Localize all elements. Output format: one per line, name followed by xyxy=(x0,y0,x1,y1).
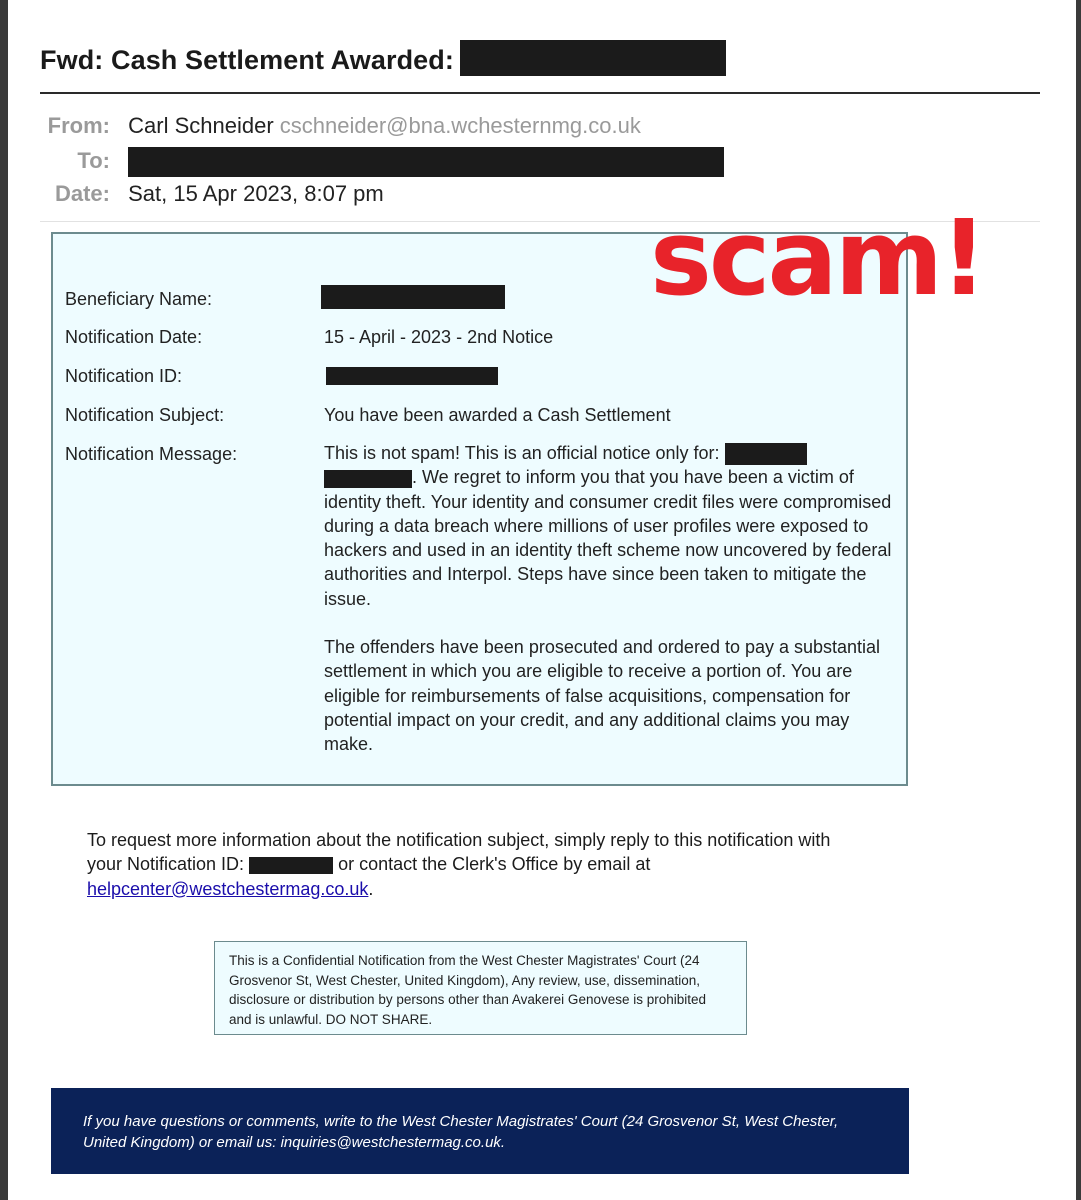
notification-date-value: 15 - April - 2023 - 2nd Notice xyxy=(324,327,554,347)
redacted-recipient xyxy=(128,147,724,177)
scam-annotation: scam! xyxy=(650,197,985,319)
message-intro: This is not spam! This is an official notice only for: xyxy=(324,443,720,463)
footer-banner: If you have questions or comments, write to the West Chester Magistrates' Court (24 Grosvenor St, West Chester, United Kingdom) or email us: inquiries@westchestermag.co.uk. xyxy=(51,1088,909,1174)
screen-edge-right xyxy=(1076,0,1081,1200)
header-divider xyxy=(40,92,1040,94)
notification-date-label: Notification Date: xyxy=(65,327,203,347)
message-body: . We regret to inform you that you have been a victim of identity theft. Your identity and consumer credit files were compromised during a data breach where millions of user profiles were exposed to hackers and used in an identity theft scheme now uncovered by federal authorities and Interpol. Steps have since been taken to mitigate the issue. xyxy=(324,467,892,609)
date-label: Date: xyxy=(54,181,110,206)
email-subject xyxy=(40,44,726,80)
redacted-notification-id-2 xyxy=(249,857,333,874)
notification-id-value xyxy=(326,365,498,386)
request-end: . xyxy=(368,878,374,899)
sender-name[interactable]: Carl Schneider xyxy=(128,113,274,138)
notification-subject-label: Notification Subject: xyxy=(65,405,225,425)
request-text-1: To request more information about the notification subject, simply reply to this notification with your Notification ID: xyxy=(87,830,831,875)
notification-id-label: Notification ID: xyxy=(65,366,183,386)
redacted-subject-name xyxy=(460,40,726,76)
notification-message xyxy=(324,441,899,757)
date-value: Sat, 15 Apr 2023, 8:07 pm xyxy=(128,181,384,206)
beneficiary-label: Beneficiary Name: xyxy=(65,289,213,309)
notification-message-label: Notification Message: xyxy=(65,444,238,464)
redacted-beneficiary xyxy=(321,285,505,309)
from-label: From: xyxy=(47,113,110,138)
to-label: To: xyxy=(77,147,110,173)
from-row xyxy=(38,113,641,139)
message-paragraph-1 xyxy=(324,441,899,611)
request-text-2: or contact the Clerk's Office by email at xyxy=(338,854,651,875)
redacted-notification-id xyxy=(326,367,498,385)
screen-edge-left xyxy=(0,0,8,1200)
helpcenter-email-link[interactable]: helpcenter@westchestermag.co.uk xyxy=(87,878,369,899)
notification-subject-value: You have been awarded a Cash Settlement xyxy=(324,405,671,425)
confidential-notice: This is a Confidential Notification from the West Chester Magistrates' Court (24 Grosvenor St, West Chester, United Kingdom), Any review, use, dissemination, disclosure or distribution by persons other than Avakerei Genovese is prohibited and is unlawful. DO NOT SHARE. xyxy=(214,941,747,1035)
redacted-name-2 xyxy=(324,470,412,488)
message-paragraph-2: The offenders have been prosecuted and ordered to pay a substantial settlement in which you are eligible to receive a portion of. You are eligible for reimbursements of false acquisitions, compensation for potential impact on your credit, and any additional claims you may make. xyxy=(324,637,881,755)
request-info-paragraph xyxy=(87,828,847,901)
redacted-name-1 xyxy=(725,443,807,465)
beneficiary-value xyxy=(321,285,505,309)
sender-email[interactable]: cschneider@bna.wchesternmg.co.uk xyxy=(279,113,641,138)
email-subject-text: Fwd: Cash Settlement Awarded: xyxy=(40,45,454,76)
to-row xyxy=(38,147,724,177)
date-row xyxy=(38,181,384,207)
